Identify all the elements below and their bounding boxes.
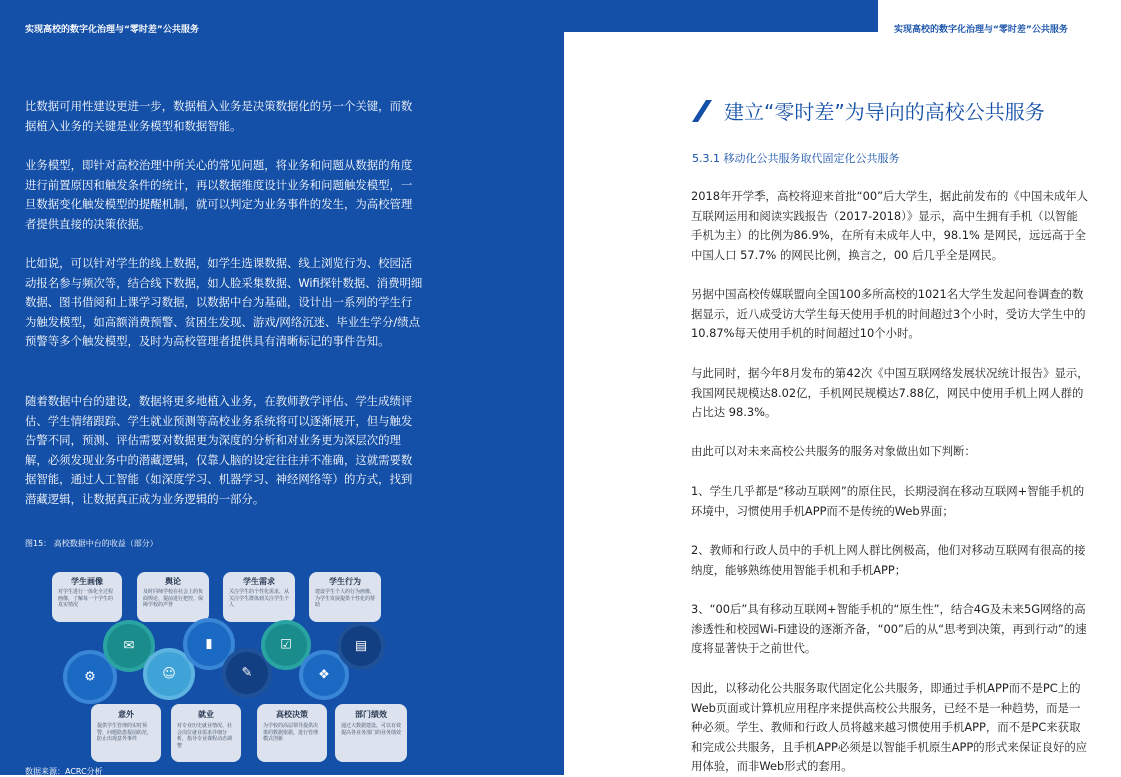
- gear-brain: [147, 652, 191, 696]
- gear-wrench: [67, 654, 113, 700]
- wrench-icon: ⚙: [84, 669, 96, 685]
- gear-briefcase: [107, 624, 151, 668]
- card-title: 学生画像: [71, 577, 103, 586]
- right-paragraph-1: 2018年开学季，高校将迎来首批“00”后大学生，据此前发布的《中国未成年人互联网运用和阅读实践报告（2017-2018）》显示，高中生拥有手机（以智能手机为主）的比例为86.9%，在所有未成年人中，98.1% 是网民，远远高于全中国人口 57.7% 的网民比例，换言之，00 后几乎全是网民。: [691, 189, 1089, 262]
- card-university-decision: [257, 704, 327, 762]
- right-paragraph-4: 由此可以对未来高校公共服务的服务对象做出如下判断：: [691, 444, 976, 458]
- book-icon: ▤: [354, 638, 368, 654]
- benefits-figure: [25, 560, 425, 765]
- card-title: 意外: [118, 710, 134, 719]
- figure-caption: 图15： 高校数据中台的收益（部分）: [25, 539, 158, 548]
- bar-chart-icon: ▮: [205, 636, 213, 652]
- card-title: 就业: [198, 710, 214, 719]
- left-paragraph-4: 随着数据中台的建设，数据将更多地植入业务，在教师教学评估、学生成绩评估、学生情绪跟踪、学生就业预测等高校业务系统将可以逐渐展开，但与触发告警不同，预测、评估需要对数据更为深度的分析和对业务更为深层次的理解，必须发现业务中的潜藏逻辑，仅靠人脑的设定往往并不准确，这就需要数据智能，通过人工智能（如深度学习、机器学习、神经网络等）的方式，找到潜藏逻辑，让数据真正成为业务逻辑的一部分。: [25, 394, 413, 506]
- right-paragraph-6: 2、教师和行政人员中的手机上网人群比例极高，他们对移动互联网有很高的接纳度，能够熟练使用智能手机和手机APP；: [691, 543, 1086, 577]
- card-desc: 关注学生的个性化需求，从关注学生群体到关注学生个人: [229, 589, 290, 609]
- right-paragraph-2: 另据中国高校传媒联盟向全国100多所高校的1021名大学生发起问卷调查的数据显示，近八成受访大学生每天使用手机的时间超过3个小时，受访大学生中的10.87%每天使用手机的时间超过10个小时。: [691, 287, 1086, 341]
- right-header-title: 实现高校的数字化治理与“零时差”公共服务: [894, 25, 1068, 35]
- briefcase-icon: ✉: [123, 638, 135, 654]
- right-paragraph-7: 3、“00后”具有移动互联网+智能手机的“原生性”，结合4G及未来5G网络的高渗透性和校园Wi-Fi建设的逐渐齐备，“00”后的从“思考到决策，再到行动”的速度将显著快于之前世代。: [691, 602, 1087, 656]
- gear-book: [341, 626, 381, 666]
- card-desc: 及时同师学校在社会上的负面舆论，提前进行把控，保障学校的声誉: [143, 589, 204, 609]
- section-title: 建立“零时差”为导向的高校公共服务: [724, 100, 1045, 124]
- card-public-opinion: [137, 572, 209, 622]
- subsection-title: 5.3.1 移动化公共服务取代固定化公共服务: [692, 152, 900, 165]
- chat-icon: ✎: [241, 665, 253, 681]
- card-desc: 为学校的高层领导提供决策的数据依据，进行管理模式创新: [263, 723, 319, 743]
- card-department-performance: [335, 704, 407, 762]
- left-paragraph-2: 业务模型，即针对高校治理中所关心的常见问题，将业务和问题从数据的角度进行前置原因和触发条件的统计，再以数据维度设计业务和问题触发模型，一旦数据变化触发模型的提醒机制，就可以判定为业务事件的发生，为高校管理者提供直接的决策依据。: [25, 158, 413, 231]
- card-accident: [91, 704, 161, 762]
- molecule-icon: ❖: [318, 667, 330, 683]
- gear-chat: [226, 652, 268, 694]
- left-paragraph-3: 比如说，可以针对学生的线上数据，如学生选课数据、线上浏览行为、校园活动报名参与频次等，结合线下数据，如人脸采集数据、Wifi探针数据、消费明细数据、图书借阅和上课学习数据，以数据中台为基础，设计出一系列的学生行为触发模型，如高额消费预警、贫困生发现、游戏/网络沉迷、毕业生学分/绩点预警等多个触发模型，及时为高校管理者提供具有清晰标记的事件告知。: [25, 256, 423, 349]
- right-paragraph-3: 与此同时，据今年8月发布的第42次《中国互联网络发展状况统计报告》显示，我国网民规模达8.02亿，手机网民规模达7.88亿，网民中使用手机上网人群的占比达 98.3%。: [691, 366, 1089, 420]
- card-student-portrait: [52, 572, 122, 622]
- card-title: 舆论: [165, 577, 181, 586]
- card-title: 部门绩效: [355, 710, 387, 719]
- card-title: 学生需求: [243, 577, 275, 586]
- card-desc: 通过大数据建设，可以有效提高各业务部门的业务绩效: [341, 723, 402, 736]
- card-title: 高校决策: [276, 710, 308, 719]
- right-paragraph-5: 1、学生几乎都是“移动互联网”的原住民，长期浸润在移动互联网+智能手机的环境中，习惯使用手机APP而不是传统的Web界面；: [691, 484, 1085, 518]
- slash-icon: [692, 100, 712, 122]
- card-desc: 提供学生管理的实时预警，问题隐患提前防范，防止出现意外事件: [97, 723, 153, 743]
- card-desc: 对学生进行一体化全过程画像，了解每一个学生的真实情况: [58, 589, 114, 609]
- gear-bar-chart: [187, 622, 231, 666]
- gear-molecule: [303, 654, 345, 696]
- card-desc: 对专业历史就业情况、社会岗位就业需求详细分析，指导专业课程动态调整: [177, 723, 233, 749]
- brain-icon: ☺: [162, 666, 176, 682]
- left-paragraph-1: 比数据可用性建设更进一步，数据植入业务是决策数据化的另一个关键，而数据植入业务的关键是业务模型和数据智能。: [25, 99, 413, 133]
- card-desc: 建设学生个人的行为画像，为学生发展提供个性化的帮助: [315, 589, 376, 609]
- card-student-behavior: [309, 572, 381, 622]
- left-header-title: 实现高校的数字化治理与“零时差”公共服务: [25, 25, 199, 35]
- figure-source: 数据来源：ACRC分析: [25, 767, 103, 776]
- gear-checklist: [265, 624, 307, 666]
- card-student-needs: [223, 572, 295, 622]
- checklist-icon: ☑: [280, 637, 292, 653]
- right-paragraph-8: 因此，以移动化公共服务取代固定化公共服务，即通过手机APP而不是PC上的Web页面或计算机应用程序来提供高校公共服务，已经不是一种趋势，而是一种必须。学生、教师和行政人员将越来越习惯使用手机APP，而不是PC来获取和完成公共服务，且手机APP必须是以智能手机原生APP的形式来保证良好的应用体验，而非Web形式的套用。: [691, 681, 1088, 774]
- card-title: 学生行为: [329, 577, 361, 586]
- card-employment: [171, 704, 241, 762]
